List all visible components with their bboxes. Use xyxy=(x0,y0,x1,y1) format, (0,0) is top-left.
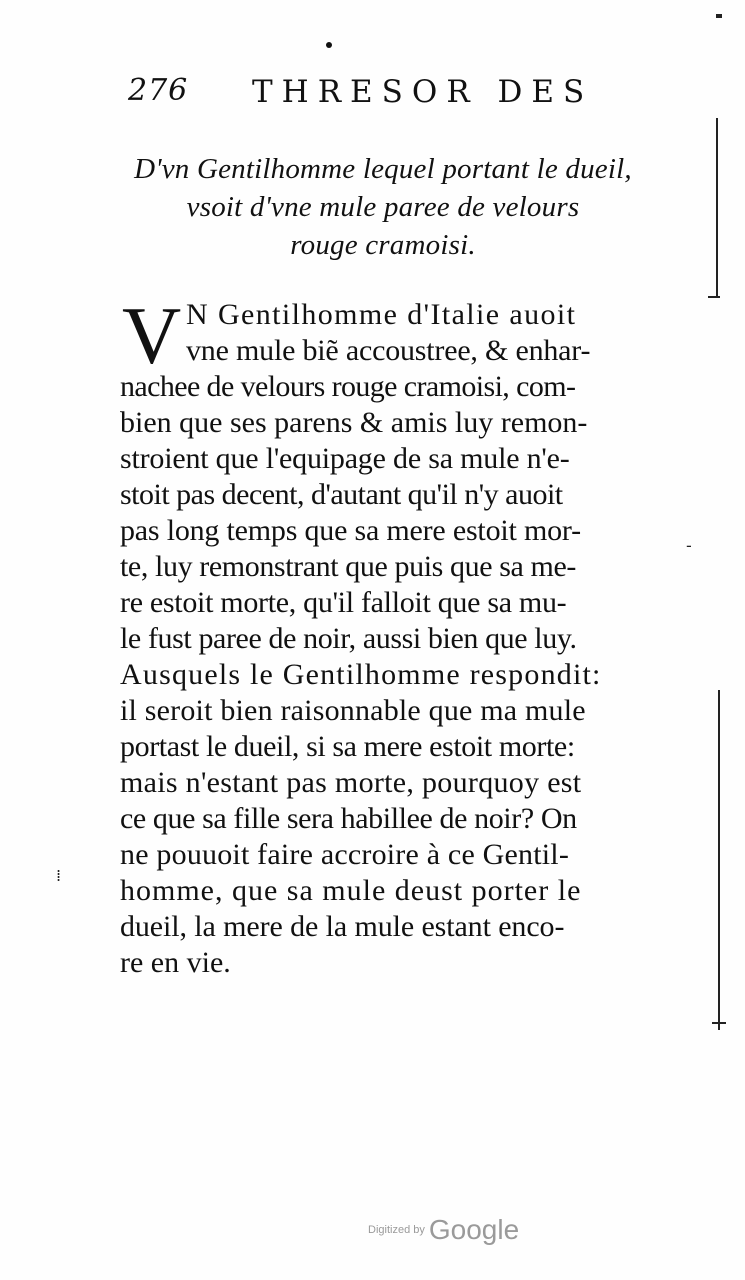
digitized-by-label: Digitized by xyxy=(368,1224,425,1236)
scan-edge-mark xyxy=(708,296,720,298)
scan-left-mark: ⁞ xyxy=(56,866,62,885)
scan-right-dash: - xyxy=(686,536,692,555)
body-line: N Gentilhomme d'Italie auoit xyxy=(186,298,577,331)
body-line: dueil, la mere de la mule estant enco- xyxy=(120,910,565,943)
body-line: te, luy remonstrant que puis que sa me- xyxy=(120,550,576,583)
scan-edge-mark xyxy=(716,118,718,298)
body-line: stoit pas decent, d'autant qu'il n'y auoit xyxy=(120,478,563,511)
google-logo-text: Google xyxy=(428,1214,520,1245)
body-line: re estoit morte, qu'il falloit que sa mu- xyxy=(120,586,567,619)
body-line: ne pouuoit faire accroire à ce Gentil- xyxy=(120,838,570,871)
body-line: vne mule biẽ accoustree, & enhar- xyxy=(186,334,591,367)
body-line: ce que sa fille sera habillee de noir? On xyxy=(120,802,577,835)
body-line: re en vie. xyxy=(120,946,231,979)
body-line: nachee de velours rouge cramoisi, com- xyxy=(120,370,576,403)
title-line: D'vn Gentilhomme lequel portant le dueil, xyxy=(134,153,632,185)
scan-edge-mark xyxy=(718,690,720,1030)
running-head: THRESOR DES xyxy=(252,74,594,110)
body-line: bien que ses parens & amis luy remon- xyxy=(120,406,588,439)
digitized-watermark xyxy=(368,1214,519,1246)
body-line: mais n'estant pas morte, pourquoy est xyxy=(120,766,582,799)
page-number: 276 xyxy=(128,73,189,108)
ink-dot xyxy=(326,42,332,48)
scan-edge-mark xyxy=(716,14,722,18)
body-line: portast le dueil, si sa mere estoit morte: xyxy=(120,730,575,763)
story-title xyxy=(118,150,648,264)
body-line: stroient que l'equipage de sa mule n'e- xyxy=(120,442,570,475)
body-line: il seroit bien raisonnable que ma mule xyxy=(120,694,586,727)
title-line: vsoit d'vne mule paree de velours xyxy=(186,191,580,223)
body-line: pas long temps que sa mere estoit mor- xyxy=(120,514,581,547)
body-line: Ausquels le Gentilhomme respondit: xyxy=(120,658,602,691)
body-line: homme, que sa mule deust porter le xyxy=(120,874,582,907)
drop-cap-initial: V xyxy=(122,290,182,381)
title-line: rouge cramoisi. xyxy=(290,229,476,261)
body-line: le fust paree de noir, aussi bien que luy. xyxy=(120,622,577,655)
scan-edge-mark xyxy=(712,1022,726,1024)
